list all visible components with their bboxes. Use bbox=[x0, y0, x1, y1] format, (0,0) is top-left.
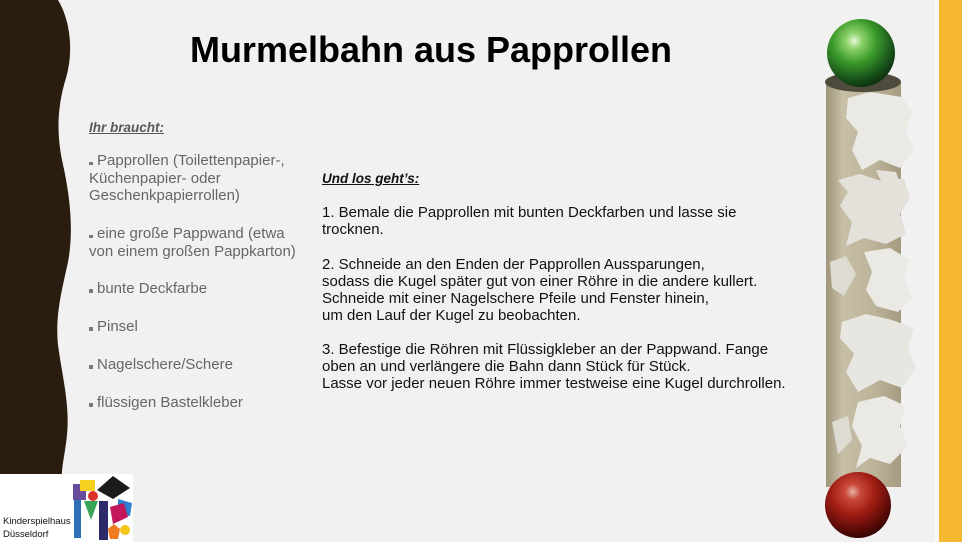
materials-heading: Ihr braucht: bbox=[89, 120, 165, 135]
bullet-icon bbox=[89, 162, 93, 166]
side-bar-gap bbox=[935, 0, 939, 542]
material-line bbox=[89, 394, 243, 412]
logo-shape bbox=[80, 480, 95, 491]
material-line bbox=[89, 152, 285, 170]
slide-title: Murmelbahn aus Papprollen bbox=[189, 29, 673, 70]
green-marble bbox=[827, 19, 895, 87]
material-line bbox=[89, 356, 233, 374]
step-line: um den Lauf der Kugel zu beobachten. bbox=[322, 306, 581, 324]
material-line: Küchenpapier- oder bbox=[89, 169, 221, 187]
material-item bbox=[89, 225, 296, 260]
logo-shape bbox=[120, 525, 130, 535]
instructions-heading: Und los geht’s: bbox=[322, 171, 420, 186]
torn-paper-piece bbox=[838, 174, 910, 246]
step-line: oben an und verlängere die Bahn dann Stück für Stück. bbox=[322, 357, 691, 375]
logo-shape bbox=[97, 476, 130, 499]
bullet-icon bbox=[89, 235, 93, 239]
logo-shape bbox=[84, 501, 98, 520]
bullet-icon bbox=[89, 365, 93, 369]
material-line bbox=[89, 318, 138, 336]
material-line: Geschenkpapierrollen) bbox=[89, 187, 240, 204]
brown-wave-border bbox=[0, 0, 71, 542]
material-item bbox=[89, 356, 233, 374]
material-text: flüssigen Bastelkleber bbox=[97, 393, 243, 411]
bullet-icon bbox=[89, 403, 93, 407]
material-line bbox=[89, 280, 207, 298]
material-text: bunte Deckfarbe bbox=[97, 279, 208, 297]
material-text: Nagelschere/Schere bbox=[97, 355, 233, 373]
bullet-icon bbox=[89, 327, 93, 331]
material-line: von einem großen Pappkarton) bbox=[89, 242, 296, 260]
instruction-step bbox=[322, 204, 736, 238]
material-line bbox=[89, 225, 296, 243]
material-text: Pinsel bbox=[97, 317, 138, 335]
instruction-step bbox=[322, 256, 757, 324]
step-line: 3. Befestige die Röhren mit Flüssigkleber an der Pappwand. Fange bbox=[322, 340, 769, 358]
step-line: Lasse vor jeder neuen Röhre immer testweise eine Kugel durchrollen. bbox=[322, 374, 786, 392]
material-text: Papprollen (Toilettenpapier-, bbox=[97, 152, 285, 169]
material-text: eine große Pappwand (etwa bbox=[97, 225, 285, 242]
instruction-step bbox=[322, 341, 786, 392]
marble-run-illustration bbox=[800, 0, 930, 542]
bullet-icon bbox=[89, 289, 93, 293]
material-item bbox=[89, 280, 207, 298]
logo-shape bbox=[108, 524, 120, 539]
step-line: Schneide mit einer Nagelschere Pfeile und Fenster hinein, bbox=[322, 289, 709, 307]
material-item bbox=[89, 152, 285, 205]
step-line: 1. Bemale die Papprollen mit bunten Deckfarben und lasse sie bbox=[322, 203, 737, 221]
logo-shape bbox=[99, 501, 108, 540]
step-line: sodass die Kugel später gut von einer Röhre in die andere kullert. bbox=[322, 272, 758, 290]
logo-name-line1: Kinderspielhaus bbox=[3, 516, 71, 527]
step-line: 2. Schneide an den Enden der Papprollen Aussparungen, bbox=[322, 255, 705, 273]
logo-shape bbox=[88, 491, 98, 501]
material-item bbox=[89, 318, 138, 336]
step-line: trocknen. bbox=[322, 220, 384, 238]
yellow-side-bar bbox=[939, 0, 962, 542]
logo-shape bbox=[74, 500, 81, 538]
logo-box bbox=[0, 474, 133, 542]
material-item bbox=[89, 394, 243, 412]
logo-name-line2: Düsseldorf bbox=[3, 529, 49, 540]
red-marble bbox=[825, 472, 891, 538]
